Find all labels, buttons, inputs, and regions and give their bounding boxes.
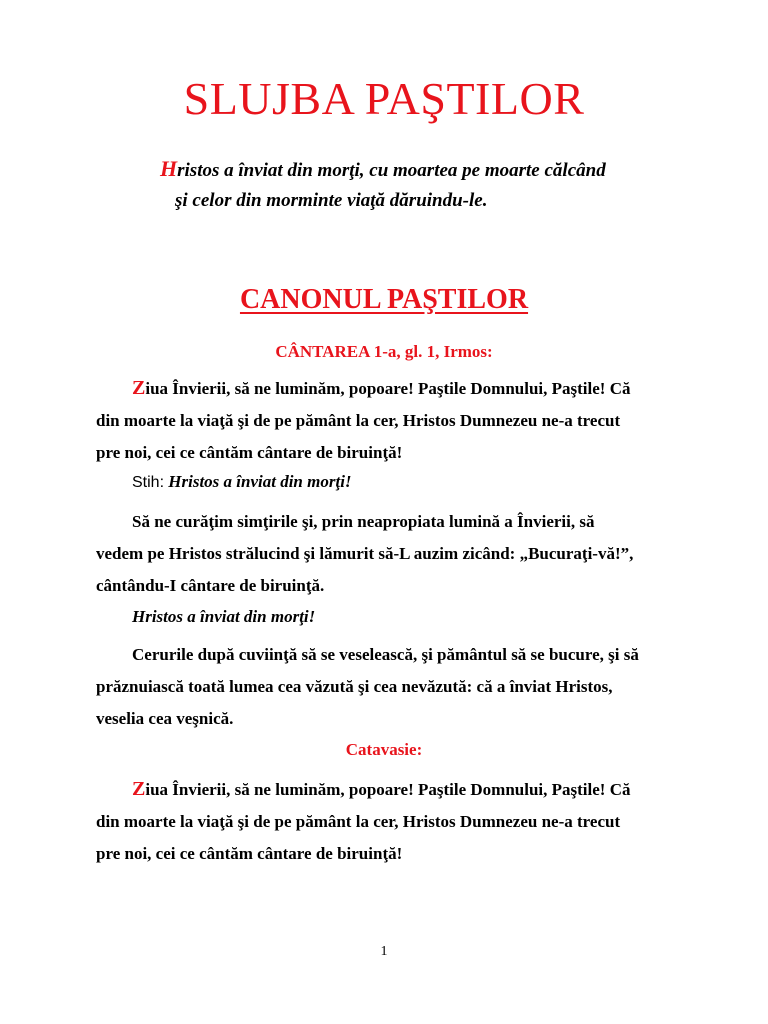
- katavasia-line-1-text: iua Învierii, să ne luminăm, popoare! Paştile Domnului, Paştile! Că: [145, 780, 631, 799]
- katavasia-initial: Z: [132, 778, 146, 800]
- troparion-2-line-2: prăznuiască toată lumea cea văzută şi cea nevăzută: că a înviat Hristos,: [96, 677, 613, 696]
- page-number: 1: [380, 944, 388, 959]
- paschal-troparion-line-2: şi celor din morminte viaţă dăruindu-le.: [175, 190, 488, 211]
- document-title: SLUJBA PAŞTILOR: [183, 73, 585, 124]
- irmos-line-2: din moarte la viaţă şi de pe pământ la cer, Hristos Dumnezeu ne-a trecut: [96, 411, 621, 430]
- irmos-line-1: [96, 372, 696, 405]
- troparion-1-paragraph: [96, 506, 696, 602]
- stih-label: Stih:: [132, 474, 165, 491]
- katavasia-line-3: pre noi, cei ce cântăm cântare de biruinţă!: [96, 844, 403, 863]
- irmos-initial: Z: [132, 377, 146, 399]
- troparion-initial: H: [160, 156, 178, 181]
- troparion-2-paragraph: [96, 639, 696, 735]
- irmos-line-3: pre noi, cei ce cântăm cântare de biruinţă!: [96, 443, 403, 462]
- troparion-1-line-1-text: Să ne curăţim simţirile şi, prin neapropiata lumină a Învierii, să: [132, 512, 595, 531]
- stih-text: Hristos a înviat din morţi!: [168, 472, 352, 491]
- katavasia-line-2: din moarte la viaţă şi de pe pământ la cer, Hristos Dumnezeu ne-a trecut: [96, 812, 621, 831]
- irmos-paragraph: [96, 372, 696, 469]
- ode-heading: CÂNTAREA 1-a, gl. 1, Irmos:: [275, 342, 493, 361]
- troparion-1-line-3: cântându-I cântare de biruinţă.: [96, 576, 325, 595]
- irmos-line-1-text: iua Învierii, să ne luminăm, popoare! Paştile Domnului, Paştile! Că: [145, 379, 631, 398]
- troparion-1-line-2: vedem pe Hristos strălucind şi lămurit să-L auzim zicând: „Bucuraţi-vă!”,: [96, 544, 634, 563]
- refrain: Hristos a înviat din morţi!: [132, 607, 316, 626]
- katavasia-paragraph: [96, 773, 696, 870]
- troparion-1-line-1: [96, 506, 696, 538]
- katavasia-line-1: [96, 773, 696, 806]
- katavasia-heading: Catavasie:: [345, 740, 423, 759]
- stih-verse: [132, 472, 352, 492]
- canon-title: CANONUL PAŞTILOR: [239, 284, 529, 315]
- troparion-2-line-1-text: Cerurile după cuviinţă să se veselească, şi pământul să se bucure, şi să: [132, 645, 639, 664]
- troparion-line-1-text: ristos a înviat din morţi, cu moartea pe moarte călcând: [177, 160, 606, 181]
- troparion-2-line-3: veselia cea veşnică.: [96, 709, 234, 728]
- troparion-2-line-1: [96, 639, 696, 671]
- paschal-troparion-line-1: [0, 156, 768, 182]
